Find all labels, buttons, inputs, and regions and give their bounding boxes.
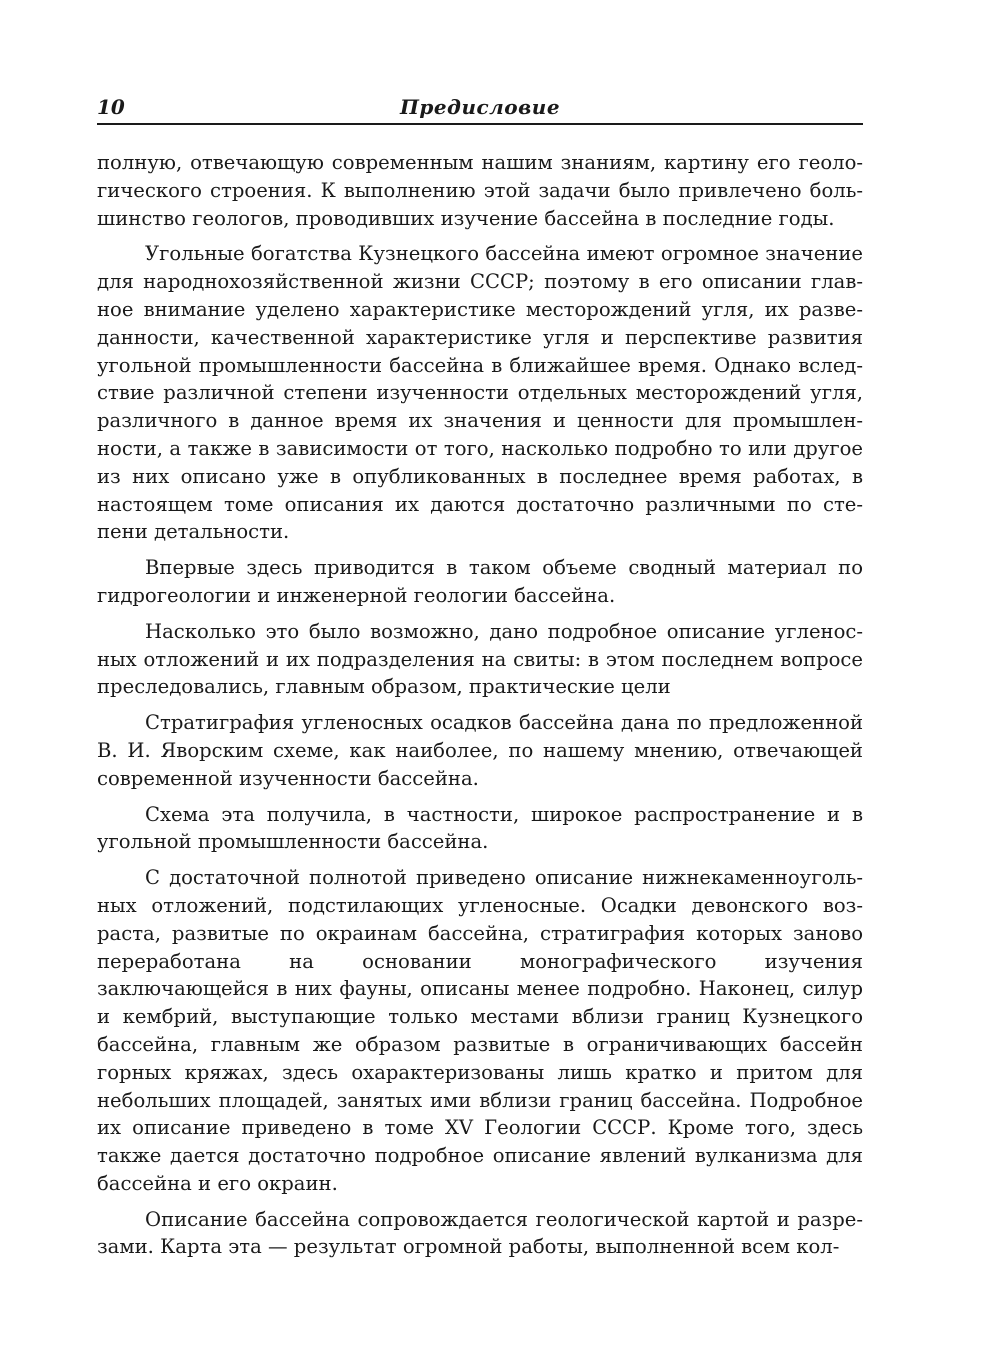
paragraph: Стратиграфия угленосных осадков бассейна дана по предложенной В. И. Яворским схеме, как наиболее, по нашему мнению, отвечающей современной изученности бассейна. — [97, 711, 863, 790]
paragraph: Схема эта получила, в частности, широкое распространение и в угольной промышленности бассейна. — [97, 802, 863, 854]
paragraph: Угольные богатства Кузнецкого бассейна имеют огромное значение для народнохозяйственной жизни СССР; поэтому в его описании главное внимание уделено характеристике месторождений угля, их разведанности, качественной характеристике угля и перспективе развития угольной промышленности бассейна в ближайшее время. Однако вследствие различной степени изученности отдельных месторождений угля, различного в данное время их значения и ценности для промышленности, а также в зависимости от того, насколько подробно то или другое из них описано уже в опубликованных в последнее время работах, в настоящем томе описания их даются достаточно различными по степени детальности. — [97, 242, 863, 544]
body-text — [97, 149, 863, 1261]
paragraph-continued: полную, отвечающую современным нашим знаниям, картину его геологического строения. К выполнению этой задачи было привлечено большинство геологов, проводивших изучение бассейна в последние годы. — [97, 151, 863, 230]
book-page — [97, 93, 863, 1269]
paragraph: Описание бассейна сопровождается геологической картой и разрезами. Карта эта — результат огромной работы, выполненной всем кол- — [97, 1207, 863, 1259]
paragraph: Впервые здесь приводится в таком объеме сводный материал по гидрогеологии и инженерной геологии бассейна. — [97, 556, 863, 607]
running-title: Предисловие — [399, 95, 561, 119]
page-header — [97, 93, 863, 125]
paragraph: С достаточной полнотой приведено описание нижнекаменноугольных отложений, подстилающих угленосные. Осадки девонского возраста, развитые по окраинам бассейна, стратиграфия которых заново переработана на основании монографического изучения заключающейся в них фауны, описаны менее подробно. Наконец, силур и кембрий, выступающие только местами вблизи границ Кузнецкого бассейна, главным же образом развитые в ограничивающих бассейн горных кряжах, здесь охарактеризованы лишь кратко и притом для небольших площадей, занятых ими вблизи границ бассейна. Подробное их описание приведено в томе XV Геологии СССР. Кроме того, здесь также дается достаточно подробное описание явлений вулканизма для бассейна и его окраин. — [97, 866, 863, 1195]
paragraph: Насколько это было возможно, дано подробное описание угленосных отложений и их подразделения на свиты: в этом последнем вопросе преследовались, главным образом, практические цели — [97, 619, 863, 699]
page-number: 10 — [97, 95, 125, 119]
